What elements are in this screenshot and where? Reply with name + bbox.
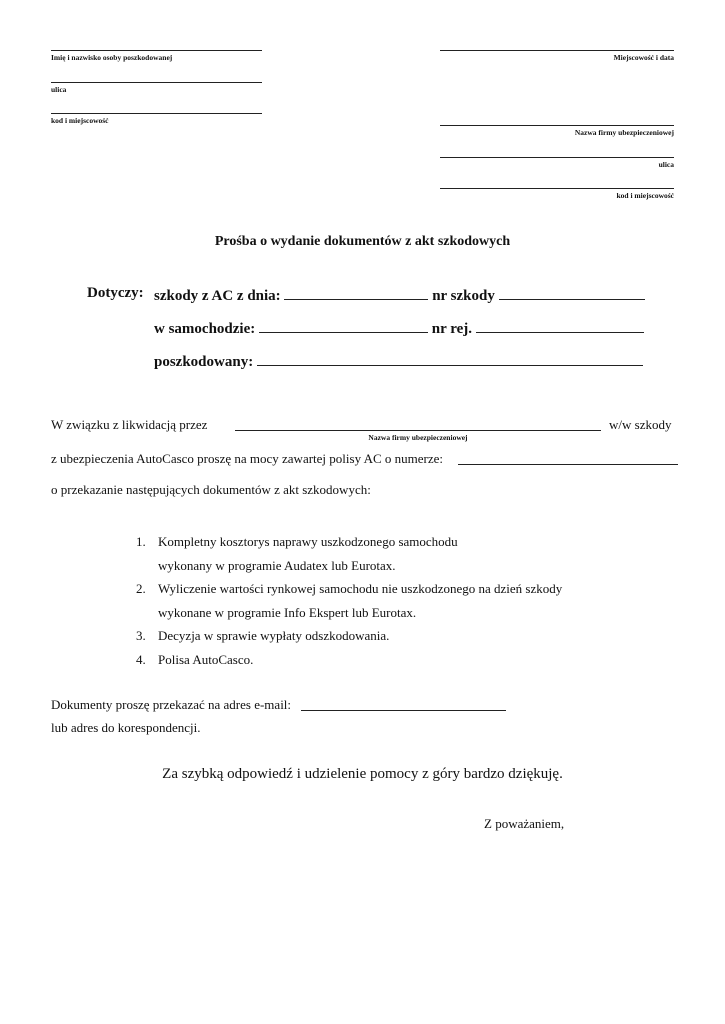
insurer-name-caption: Nazwa firmy ubezpieczeniowej xyxy=(368,433,468,442)
email-field[interactable] xyxy=(301,710,506,711)
sender-name-line[interactable] xyxy=(51,50,262,51)
list-item-continuation xyxy=(136,601,562,625)
list-item xyxy=(136,648,562,672)
list-item-continuation xyxy=(136,554,562,578)
list-item xyxy=(136,530,562,554)
place-date-line[interactable] xyxy=(440,50,674,51)
closing-text: Z poważaniem, xyxy=(484,816,565,831)
thanks-text: Za szybką odpowiedź i udzielenie pomocy z góry bardzo dziękuję. xyxy=(162,766,563,782)
policy-line-text: z ubezpieczenia AutoCasco proszę na mocy zawartej polisy AC o numerze: xyxy=(51,451,444,466)
policy-number-field[interactable] xyxy=(458,464,678,465)
recipient-postal-line[interactable] xyxy=(440,188,674,189)
intro-start: W związku z likwidacją przez xyxy=(51,417,208,432)
list-number: 1. xyxy=(136,534,146,549)
correspondence-text: lub adres do korespondencji. xyxy=(51,720,201,735)
injured-label: poszkodowany: xyxy=(154,354,254,370)
claim-number-label: nr szkody xyxy=(432,288,495,304)
vehicle-label: w samochodzie: xyxy=(154,321,256,337)
recipient-company-line[interactable] xyxy=(440,125,674,126)
sender-street-label: ulica xyxy=(51,85,67,94)
list-item-text: Polisa AutoCasco. xyxy=(158,651,254,667)
sender-street-line[interactable] xyxy=(51,82,262,83)
sender-postal-line[interactable] xyxy=(51,113,262,114)
injured-field[interactable] xyxy=(257,351,643,366)
intro-end: w/w szkody xyxy=(609,417,672,432)
recipient-street-label: ulica xyxy=(658,160,674,169)
documents-list xyxy=(136,530,562,671)
list-item xyxy=(136,624,562,648)
registration-field[interactable] xyxy=(476,318,644,333)
recipient-company-label: Nazwa firmy ubezpieczeniowej xyxy=(574,128,674,137)
recipient-postal-label: kod i miejscowość xyxy=(616,191,674,200)
list-item-text: Wyliczenie wartości rynkowej samochodu nie uszkodzonego na dzień szkody xyxy=(158,581,563,596)
page-title: Prośba o wydanie dokumentów z akt szkodowych xyxy=(214,234,511,249)
ac-claim-label: szkody z AC z dnia: xyxy=(154,288,281,304)
list-item xyxy=(136,577,562,601)
email-label: Dokumenty proszę przekazać na adres e-mail: xyxy=(51,697,292,712)
list-item-text: wykonany w programie Audatex lub Eurotax. xyxy=(158,557,396,573)
request-line-text: o przekazanie następujących dokumentów z akt szkodowych: xyxy=(51,482,371,497)
recipient-street-line[interactable] xyxy=(440,157,674,158)
list-item-text: Kompletny kosztorys naprawy uszkodzonego samochodu xyxy=(158,534,458,549)
vehicle-field[interactable] xyxy=(259,318,428,333)
regarding-row-vehicle xyxy=(154,318,644,338)
place-date-label: Miejscowość i data xyxy=(613,53,674,62)
regarding-row-claim xyxy=(154,285,645,305)
ac-claim-date-field[interactable] xyxy=(284,285,428,300)
registration-label: nr rej. xyxy=(431,321,473,337)
regarding-row-injured xyxy=(154,351,643,371)
list-number: 4. xyxy=(136,651,146,667)
list-number: 2. xyxy=(136,581,146,596)
list-item-text: wykonane w programie Info Ekspert lub Eurotax. xyxy=(158,604,417,620)
sender-postal-label: kod i miejscowość xyxy=(51,116,109,125)
list-item-text: Decyzja w sprawie wypłaty odszkodowania. xyxy=(158,628,390,643)
insurer-name-field[interactable] xyxy=(235,430,601,431)
sender-name-label: Imię i nazwisko osoby poszkodowanej xyxy=(51,53,173,62)
regarding-label: Dotyczy: xyxy=(87,285,144,301)
list-number: 3. xyxy=(136,628,146,643)
claim-number-field[interactable] xyxy=(499,285,645,300)
